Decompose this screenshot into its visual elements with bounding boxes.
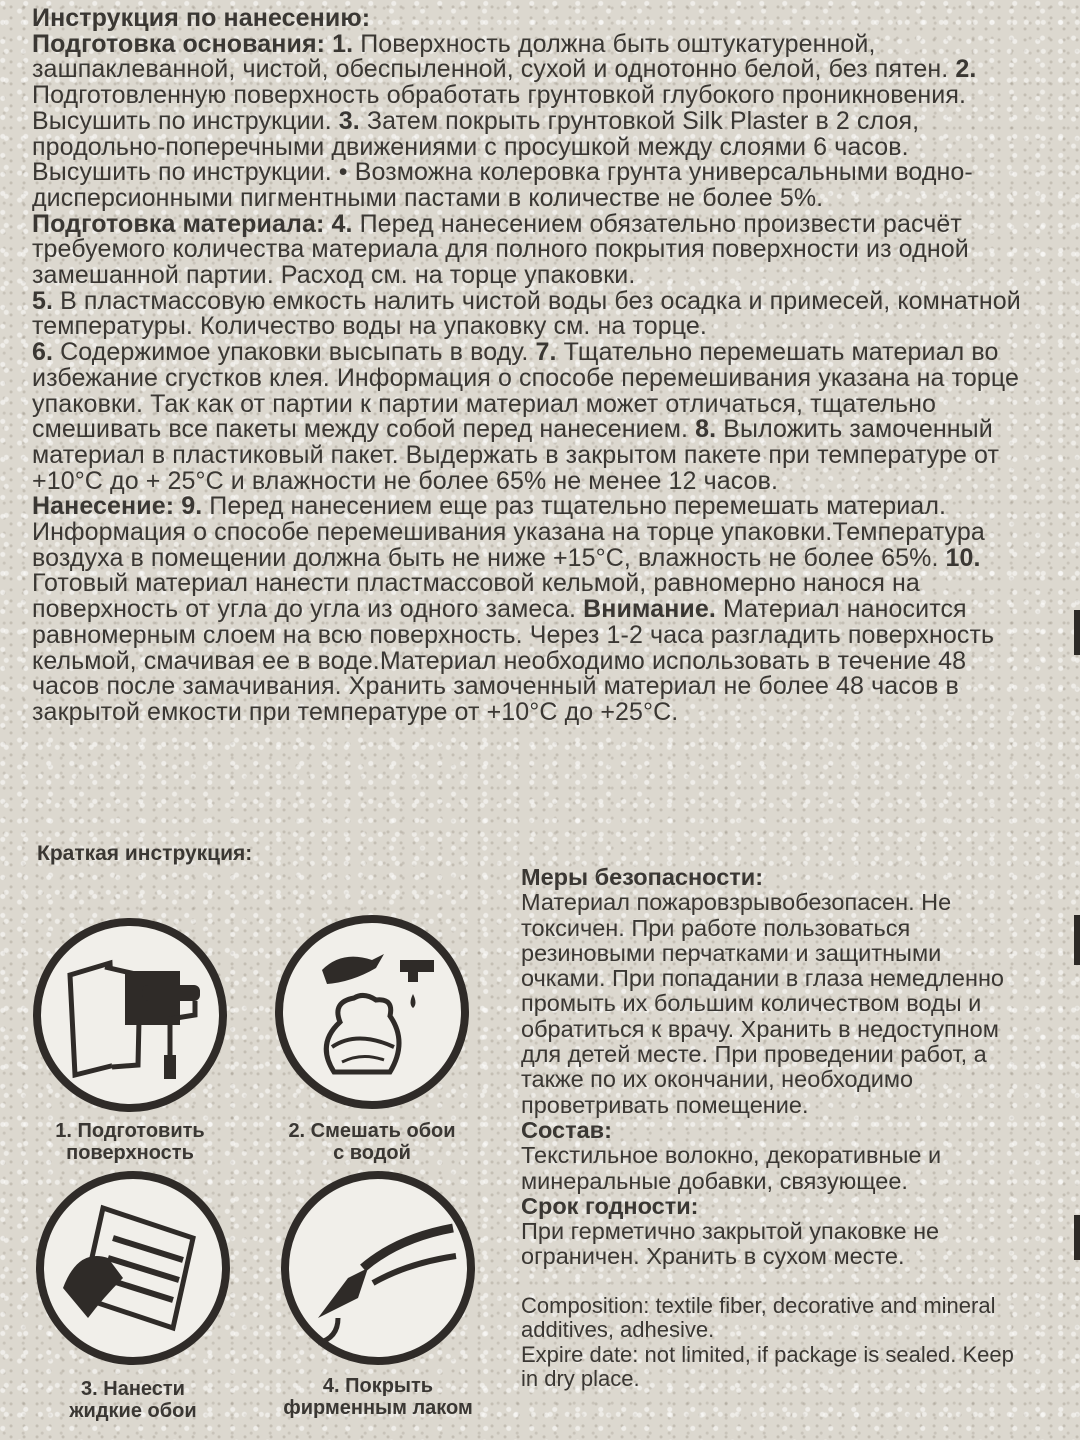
step-caption-3: 3. Нанести жидкие обои: [69, 1378, 197, 1422]
package-edge-mark: [1074, 610, 1080, 655]
step-caption-4: 4. Покрыть фирменным лаком: [283, 1375, 473, 1419]
step-5-number: 5.: [32, 286, 54, 315]
step-2-number: 2.: [955, 55, 977, 84]
step-5-text: В пластмассовую емкость налить чистой воды без осадка и примесей, комнатной температуры. Количество воды на упаковку см. на торце.: [32, 286, 1021, 341]
step-7-number: 7.: [535, 338, 557, 367]
application-title: Нанесение:: [32, 492, 175, 521]
composition-text: Текстильное волокно, декоративные и минеральные добавки, связующее.: [521, 1142, 942, 1194]
step-caption-2: 2. Смешать обои с водой: [288, 1120, 456, 1164]
info-column: [521, 865, 1021, 1392]
step-5-paragraph: [32, 286, 1032, 341]
step-10-text: Готовый материал нанести пластмассовой кельмой, равномерно нанося на поверхность от угла до угла из одного замеса.: [32, 569, 920, 624]
attention-label: Внимание.: [583, 595, 716, 624]
step-6-text: Содержимое упаковки высыпать в воду.: [60, 338, 529, 367]
step-9-text: Перед нанесением еще раз тщательно перемешать материал. Информация о способе перемешивания указана на торце упаковки.Температура воздуха в помещении должна быть не ниже +15°С, влажность не более 65%.: [32, 492, 985, 572]
step-1-number: 1.: [332, 29, 354, 58]
shelf-life-title: Срок годности:: [521, 1192, 699, 1219]
safety-text: Материал пожаровзрывобезопасен. Не токсичен. При работе пользоваться резиновыми перчатками и защитными очками. При попадании в глаза немедленно промыть их большим количеством воды и обратиться к врачу. Хранить в недоступном для детей месте. При проведении работ, а также по их окончании, необходимо проветривать помещение.: [521, 889, 1004, 1118]
step-6-paragraph: [32, 340, 1032, 494]
step-6-number: 6.: [32, 338, 54, 367]
instruction-block: [32, 6, 1032, 726]
step-9-number: 9.: [181, 492, 203, 521]
step-7-text: Тщательно перемешать материал во избежание сгустков клея. Информация о способе перемешивания указана на торце упаковки. Так как от партии к партии материал может отличаться, тщательно смешивать все пакеты между собой перед нанесением.: [32, 338, 1020, 444]
package-edge-mark: [1074, 915, 1080, 965]
step-3-number: 3.: [338, 106, 360, 135]
paint-roller-icon: [30, 915, 230, 1115]
application-paragraph: [32, 494, 1032, 725]
short-instruction-title: Краткая инструкция:: [37, 842, 253, 865]
english-expire: Expire date: not limited, if package is sealed. Keep in dry place.: [521, 1341, 1014, 1392]
trowel-apply-icon: [33, 1168, 233, 1368]
step-4-number: 4.: [331, 209, 353, 238]
prep-base-title: Подготовка основания:: [32, 29, 326, 58]
step-caption-1: 1. Подготовить поверхность: [55, 1120, 205, 1164]
mix-with-water-icon: [272, 912, 472, 1112]
step-4-text: Перед нанесением обязательно произвести расчёт требуемого количества материала для полного покрытия поверхности из одной замешанной партии. Расход см. на торце упаковки.: [32, 209, 969, 290]
attention-text: Материал наносится равномерным слоем на всю поверхность. Через 1-2 часа разгладить поверхность кельмой, смачивая ее в воде.Материал необходимо использовать в течение 48 часов после замачивания. Хранить замоченный материал не более 48 часов в закрытой емкости при температуре от +10°С до +25°С.: [32, 595, 995, 726]
step-3-text: Затем покрыть грунтовкой Silk Plaster в 2 слоя, продольно-поперечными движениями с просушкой между слоями 6 часов. Высушить по инструкции. • Возможна колеровка грунта универсальными водно-дисперсионными пигментными пастами в количестве не более 5%.: [32, 106, 973, 212]
prep-material-title: Подготовка материала:: [32, 209, 325, 238]
step-10-number: 10.: [945, 543, 981, 572]
package-edge-mark: [1074, 1215, 1080, 1260]
step-8-text: Выложить замоченный материал в пластиковый пакет. Выдержать в закрытом пакете при температуре от +10°С до + 25°С и влажности не более 65% не менее 12 часов.: [32, 415, 999, 495]
step-2-text: Подготовленную поверхность обработать грунтовкой глубокого проникновения. Высушить по инструкции.: [32, 81, 967, 135]
prep-base-paragraph: [32, 29, 1032, 212]
step-8-number: 8.: [695, 415, 717, 444]
shelf-life-text: При герметично закрытой упаковке не ограничен. Хранить в сухом месте.: [521, 1218, 940, 1270]
safety-title: Меры безопасности:: [521, 864, 764, 890]
english-composition: Composition: textile fiber, decorative and mineral additives, adhesive.: [521, 1292, 996, 1343]
spray-gun-icon: [278, 1168, 478, 1368]
step-1-text: Поверхность должна быть оштукатуренной, зашпаклеванной, чистой, обеспыленной, сухой и однотонно белой, без пятен.: [32, 29, 949, 84]
instruction-title: Инструкция по нанесению:: [32, 4, 371, 32]
composition-title: Состав:: [521, 1116, 612, 1143]
prep-material-paragraph: [32, 209, 1032, 290]
